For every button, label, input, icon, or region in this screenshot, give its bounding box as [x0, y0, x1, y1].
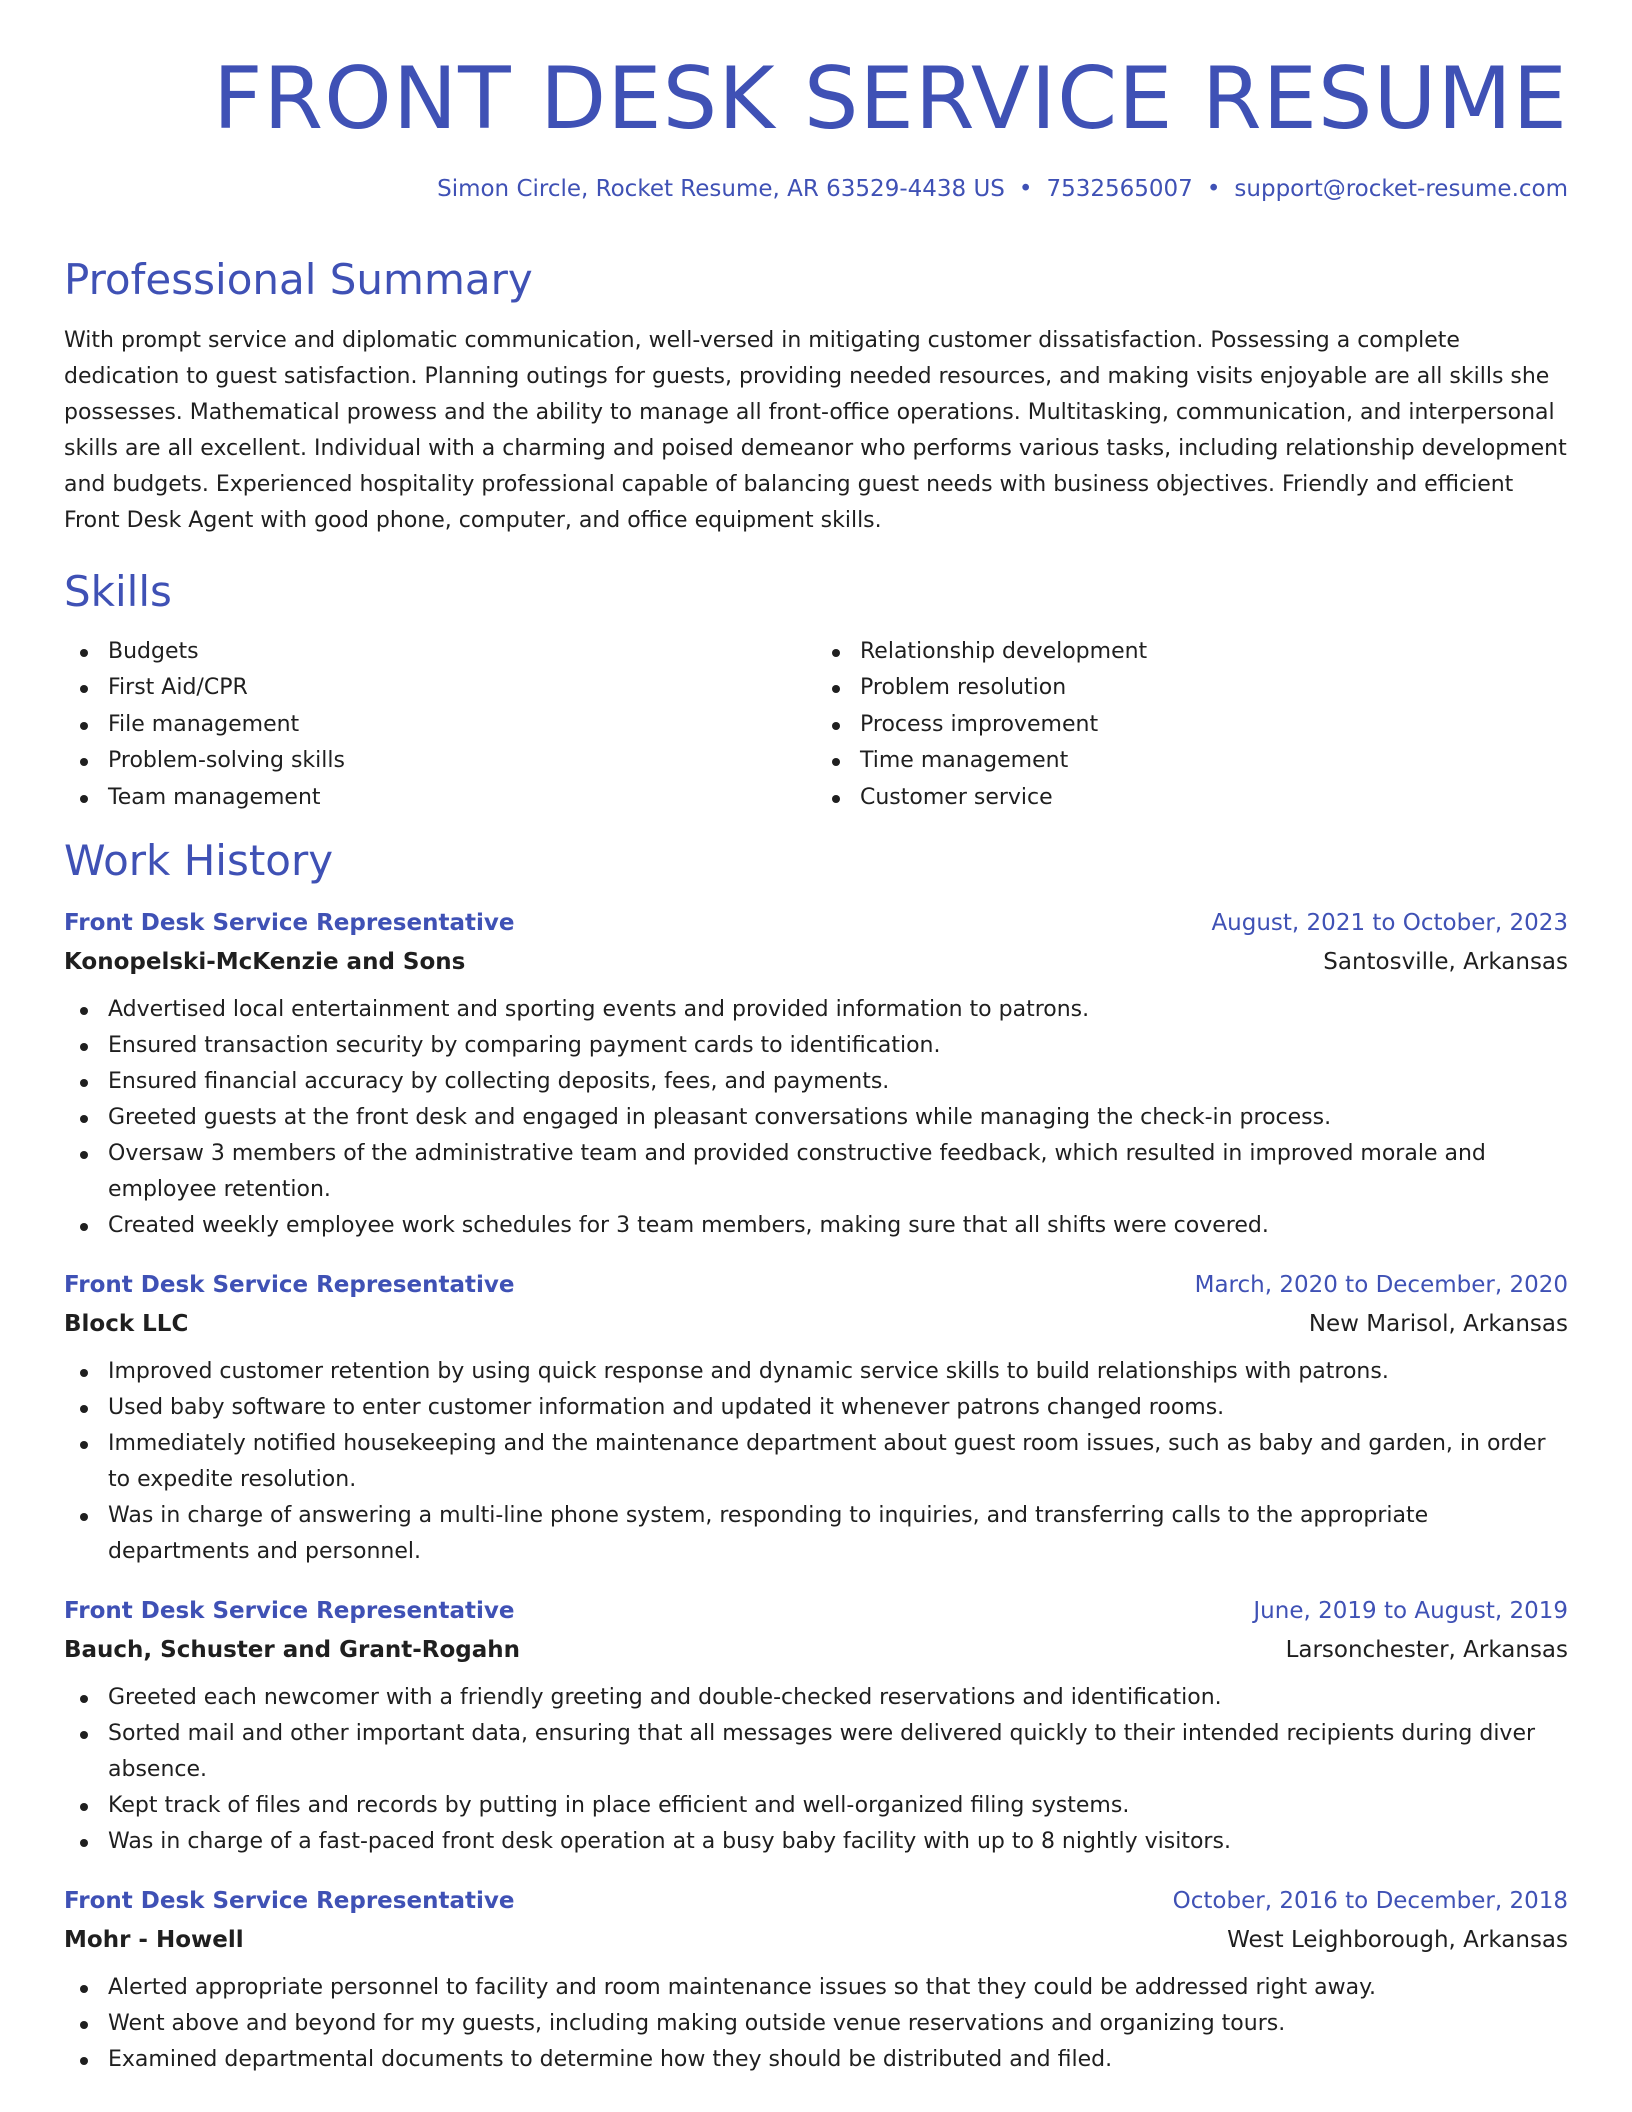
contact-address: Simon Circle, Rocket Resume, AR 63529-4438 US — [437, 175, 1005, 202]
job-bullet: Was in charge of a fast-paced front desk operation at a busy baby facility with up to 8 nightly visitors. — [64, 1824, 1568, 1860]
contact-separator: • — [1018, 175, 1033, 202]
job-title: Front Desk Service Representative — [64, 1272, 515, 1299]
job-company: Mohr - Howell — [64, 1927, 244, 1954]
job-company-row — [64, 1920, 1568, 1960]
job-location: New Marisol, Arkansas — [1308, 1311, 1568, 1338]
skills-list — [64, 634, 1568, 817]
job-title: Front Desk Service Representative — [64, 910, 515, 937]
job-bullet: Greeted each newcomer with a friendly greeting and double-checked reservations and identification. — [64, 1680, 1568, 1716]
job-company-row — [64, 1304, 1568, 1344]
work-history-list — [64, 904, 1568, 2078]
job-entry — [64, 1882, 1568, 2078]
job-bullets — [64, 992, 1568, 1244]
skill-item: First Aid/CPR — [64, 670, 816, 707]
skills-column-left — [64, 634, 816, 817]
job-bullet: Examined departmental documents to determine how they should be distributed and filed. — [64, 2042, 1568, 2078]
job-bullet: Ensured financial accuracy by collecting deposits, fees, and payments. — [64, 1064, 1568, 1100]
skill-item: Relationship development — [816, 634, 1568, 671]
job-dates: March, 2020 to December, 2020 — [1194, 1272, 1568, 1299]
job-title-row — [64, 1592, 1568, 1630]
job-bullet: Sorted mail and other important data, ensuring that all messages were delivered quickly to their intended recipients during diver absence. — [64, 1716, 1568, 1788]
skill-item: Problem-solving skills — [64, 743, 816, 780]
job-bullets — [64, 1354, 1568, 1570]
skills-heading: Skills — [64, 567, 172, 617]
job-company-row — [64, 942, 1568, 982]
contact-phone: 7532565007 — [1046, 175, 1193, 202]
job-title-row — [64, 904, 1568, 942]
job-bullets — [64, 1970, 1568, 2078]
skill-item: Problem resolution — [816, 670, 1568, 707]
job-bullet: Kept track of files and records by putting in place efficient and well-organized filing systems. — [64, 1788, 1568, 1824]
job-bullet: Created weekly employee work schedules for 3 team members, making sure that all shifts were covered. — [64, 1208, 1568, 1244]
work-history-heading: Work History — [64, 836, 334, 886]
resume-name: FRONT DESK SERVICE RESUME — [212, 49, 1568, 149]
job-company: Bauch, Schuster and Grant-Rogahn — [64, 1637, 521, 1664]
job-title-row — [64, 1266, 1568, 1304]
contact-separator: • — [1206, 175, 1221, 202]
job-title-row — [64, 1882, 1568, 1920]
job-bullet: Alerted appropriate personnel to facility and room maintenance issues so that they could be addressed right away. — [64, 1970, 1568, 2006]
job-bullet: Greeted guests at the front desk and engaged in pleasant conversations while managing the check-in process. — [64, 1100, 1568, 1136]
job-company: Konopelski-McKenzie and Sons — [64, 949, 466, 976]
job-title: Front Desk Service Representative — [64, 1888, 515, 1915]
skill-item: Budgets — [64, 634, 816, 671]
job-company: Block LLC — [64, 1311, 189, 1338]
job-bullets — [64, 1680, 1568, 1860]
job-location: West Leighborough, Arkansas — [1227, 1927, 1568, 1954]
contact-email: support@rocket-resume.com — [1234, 175, 1568, 202]
job-location: Larsonchester, Arkansas — [1285, 1637, 1568, 1664]
job-bullet: Oversaw 3 members of the administrative team and provided constructive feedback, which resulted in improved morale and employee retention. — [64, 1136, 1568, 1208]
job-bullet: Went above and beyond for my guests, including making outside venue reservations and organizing tours. — [64, 2006, 1568, 2042]
job-bullet: Advertised local entertainment and sporting events and provided information to patrons. — [64, 992, 1568, 1028]
summary-heading: Professional Summary — [64, 254, 533, 304]
job-title: Front Desk Service Representative — [64, 1598, 515, 1625]
job-bullet: Improved customer retention by using quick response and dynamic service skills to build relationships with patrons. — [64, 1354, 1568, 1390]
job-entry — [64, 904, 1568, 1244]
job-dates: October, 2016 to December, 2018 — [1172, 1888, 1568, 1915]
job-entry — [64, 1266, 1568, 1570]
job-entry — [64, 1592, 1568, 1860]
skills-column-right — [816, 634, 1568, 817]
skill-item: Customer service — [816, 780, 1568, 817]
skill-item: Team management — [64, 780, 816, 817]
job-location: Santosville, Arkansas — [1323, 949, 1568, 976]
skill-item: Process improvement — [816, 707, 1568, 744]
skill-item: File management — [64, 707, 816, 744]
job-bullet: Immediately notified housekeeping and the maintenance department about guest room issues, such as baby and garden, in order to expedite resolution. — [64, 1426, 1568, 1498]
skill-item: Time management — [816, 743, 1568, 780]
job-bullet: Used baby software to enter customer information and updated it whenever patrons changed rooms. — [64, 1390, 1568, 1426]
job-bullet: Ensured transaction security by comparing payment cards to identification. — [64, 1028, 1568, 1064]
job-company-row — [64, 1630, 1568, 1670]
job-dates: August, 2021 to October, 2023 — [1211, 910, 1568, 937]
job-bullet: Was in charge of answering a multi-line phone system, responding to inquiries, and transferring calls to the appropriate departments and personnel. — [64, 1498, 1568, 1570]
job-dates: June, 2019 to August, 2019 — [1253, 1598, 1568, 1625]
contact-line — [64, 175, 1568, 205]
summary-text: With prompt service and diplomatic communication, well-versed in mitigating customer dissatisfaction. Possessing a complete dedication to guest satisfaction. Planning outings for guests, providing needed resources, and making visits enjoyable are all skills she possesses. Mathematical prowess and the ability to manage all front-office operations. Multitasking, communication, and interpersonal skills are all excellent. Individual with a charming and poised demeanor who performs various tasks, including relationship development and budgets. Experienced hospitality professional capable of balancing guest needs with business objectives. Friendly and efficient Front Desk Agent with good phone, computer, and office equipment skills. — [64, 328, 1567, 534]
resume-header — [64, 0, 1568, 205]
